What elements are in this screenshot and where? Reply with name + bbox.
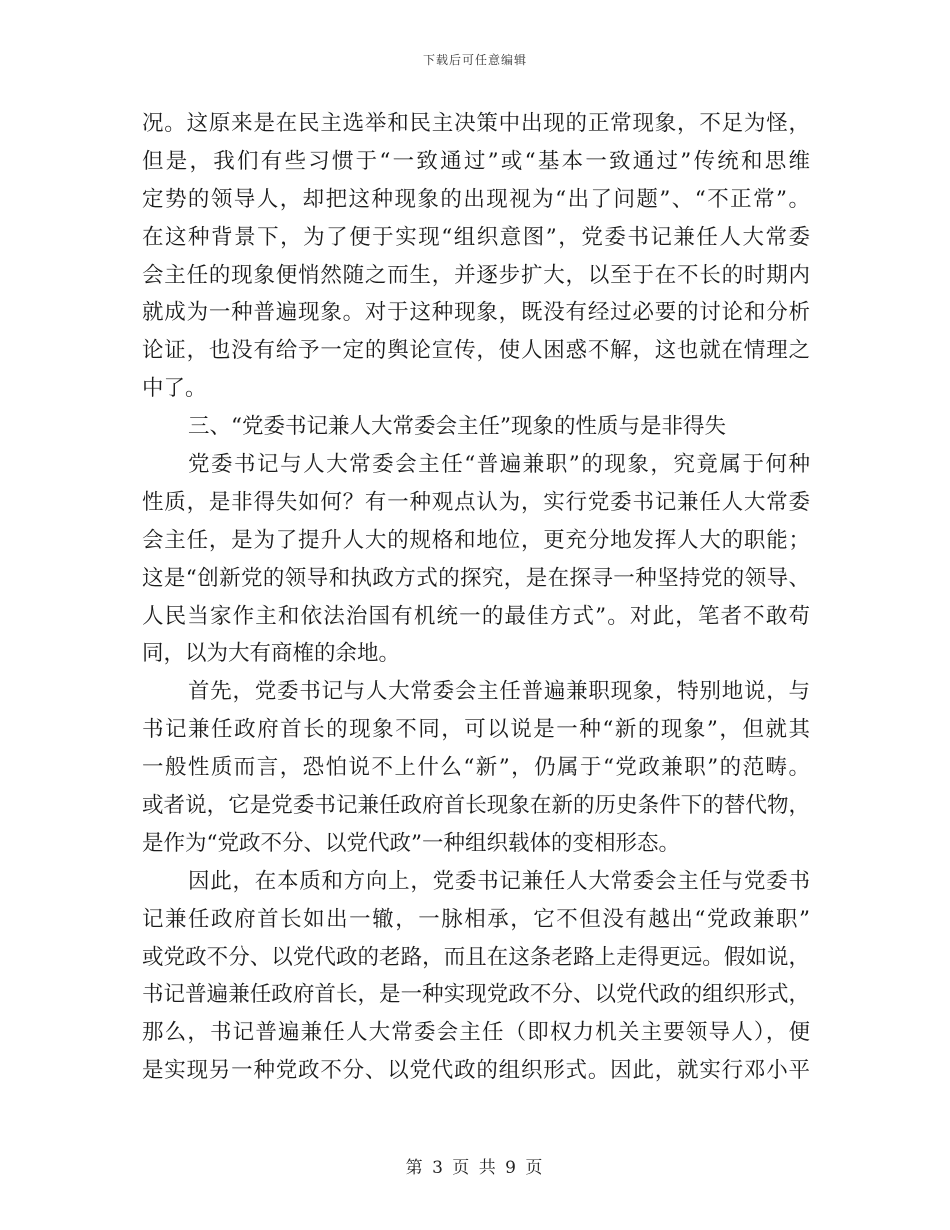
text-line: 定势的领导人，却把这种现象的出现视为“出了问题”、“不正常”。 — [142, 186, 810, 212]
text-line: 中了。 — [142, 376, 207, 402]
text-line: 因此，在本质和方向上，党委书记兼任人大常委会主任与党委书 — [188, 868, 810, 894]
text-line: 在这种背景下，为了便于实现“组织意图”，党委书记兼任人大常委 — [142, 224, 810, 250]
document-body — [142, 105, 810, 1090]
text-line: 这是“创新党的领导和执政方式的探究，是在探寻一种坚持党的领导、 — [142, 565, 810, 591]
text-line: 会主任，是为了提升人大的规格和地位，更充分地发挥人大的职能； — [142, 527, 810, 553]
text-line: 记兼任政府首长如出一辙，一脉相承，它不但没有越出“党政兼职” — [142, 906, 810, 932]
text-line: 或者说，它是党委书记兼任政府首长现象在新的历史条件下的替代物， — [142, 793, 810, 819]
text-line: 一般性质而言，恐怕说不上什么“新”，仍属于“党政兼职”的范畴。 — [142, 755, 810, 781]
text-line: 首先，党委书记与人大常委会主任普遍兼职现象，特别地说，与 — [188, 679, 810, 705]
text-line: 三、“党委书记兼人大常委会主任”现象的性质与是非得失 — [188, 414, 726, 440]
page-header: 下载后可任意编辑 — [422, 53, 527, 67]
text-line: 况。这原来是在民主选举和民主决策中出现的正常现象，不足为怪， — [142, 111, 810, 136]
text-line: 会主任的现象便悄然随之而生，并逐步扩大，以至于在不长的时期内 — [142, 262, 810, 288]
text-line: 党委书记与人大常委会主任“普遍兼职”的现象，究竟属于何种 — [188, 452, 810, 478]
text-line: 同，以为大有商榷的余地。 — [142, 641, 401, 667]
page-footer: 第 3 页 共 9 页 — [405, 1158, 545, 1178]
text-line: 就成为一种普遍现象。对于这种现象，既没有经过必要的讨论和分析 — [142, 300, 810, 326]
text-line: 是实现另一种党政不分、以党代政的组织形式。因此，就实行邓小平 — [142, 1058, 810, 1084]
text-line: 但是，我们有些习惯于“一致通过”或“基本一致通过”传统和思维 — [142, 148, 810, 174]
text-line: 书记兼任政府首长的现象不同，可以说是一种“新的现象”，但就其 — [142, 717, 810, 743]
text-line: 书记普遍兼任政府首长，是一种实现党政不分、以党代政的组织形式， — [142, 982, 810, 1008]
text-line: 论证，也没有给予一定的舆论宣传，使人困惑不解，这也就在情理之 — [142, 338, 810, 364]
text-line: 性质，是非得失如何？有一种观点认为，实行党委书记兼任人大常委 — [142, 489, 810, 515]
text-line: 是作为“党政不分、以党代政”一种组织载体的变相形态。 — [142, 830, 680, 856]
text-line: 人民当家作主和依法治国有机统一的最佳方式”。对此，笔者不敢苟 — [142, 603, 810, 629]
text-line: 那么，书记普遍兼任人大常委会主任（即权力机关主要领导人），便 — [142, 1020, 810, 1046]
text-line: 或党政不分、以党代政的老路，而且在这条老路上走得更远。假如说， — [142, 944, 810, 970]
